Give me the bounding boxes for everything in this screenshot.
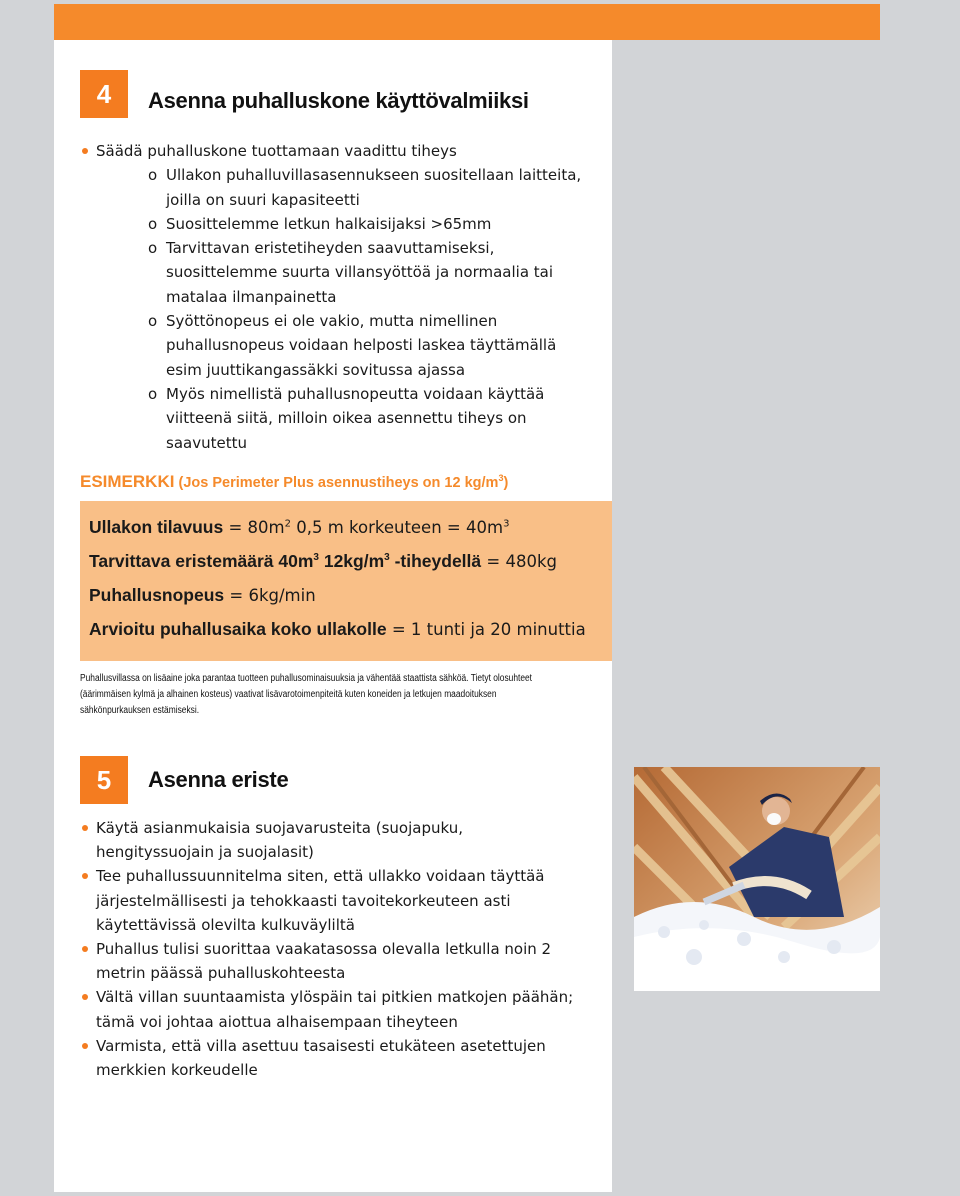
- amount-label: Tarvittava eristemäärä $40m^3$ $12kg/m^3$ -tiheydellä: [89, 551, 482, 571]
- footnote-line: Puhallusvillassa on lisäaine joka parantaa tuotteen puhallusominaisuuksia ja vähentää staattista sähköä. Tietyt olosuhteet: [80, 673, 533, 684]
- sub-item-text: esim juuttikangassäkki sovitussa ajassa: [166, 360, 466, 379]
- bullet-icon: [82, 873, 88, 879]
- sup: 2: [284, 518, 291, 530]
- bullet-text: järjestelmällisesti ja tehokkaasti tavoitekorkeuteen asti: [96, 891, 511, 910]
- bullet-icon: [82, 148, 88, 154]
- bullet-text: merkkien korkeudelle: [96, 1061, 258, 1080]
- sub-bullet-marker: o: [148, 214, 158, 233]
- example-note-a: (Jos Perimeter Plus asennustiheys on 12 kg/m: [178, 475, 499, 491]
- rate-value: = 6kg/min: [224, 586, 316, 605]
- example-note-b: ): [503, 475, 509, 491]
- sub-item-text: viitteenä siitä, milloin oikea asennettu tiheys on: [166, 409, 527, 428]
- footnote-line: (äärimmäisen kylmä ja alhainen kosteus) vaativat lisävarotoimenpiteitä kuten koneiden ja letkujen maadoituksen: [80, 688, 497, 700]
- list-item: [80, 864, 610, 937]
- volume-label: Ullakon tilavuus: [89, 517, 224, 537]
- bullet-icon: [82, 1043, 88, 1049]
- sub-list-item: [80, 212, 610, 236]
- bullet-icon: [82, 946, 88, 952]
- list-item: [80, 139, 610, 163]
- bullet-text: Käytä asianmukaisia suojavarusteita (suojapuku,: [96, 819, 463, 837]
- time-value: = 1 tunti ja 20 minuttia: [386, 620, 586, 639]
- list-item: [80, 985, 610, 1033]
- example-title: ESIMERKKI: [80, 472, 175, 491]
- header-band: [54, 4, 880, 40]
- bullet-text: metrin päässä puhalluskohteesta: [96, 964, 346, 983]
- bullet-text: Varmista, että villa asettuu tasaisesti etukäteen asetettujen: [96, 1036, 546, 1055]
- bullet-icon: [82, 994, 88, 1000]
- bullet-icon: [82, 825, 88, 831]
- example-note-sup: 3: [498, 473, 504, 484]
- sub-item-text: suosittelemme suurta villansyöttöä ja normaalia tai: [166, 263, 554, 282]
- sub-item-text: Ullakon puhalluvillasasennukseen suositellaan laitteita,: [166, 166, 582, 185]
- list-item: [80, 937, 610, 985]
- step-5-number: 5: [80, 756, 128, 804]
- example-line-volume: [89, 517, 509, 538]
- attic-insulation-photo: [634, 767, 880, 991]
- sub-bullet-marker: o: [148, 239, 158, 258]
- sub-list-item: [80, 236, 610, 309]
- amount-value: = 480kg: [481, 552, 557, 571]
- step-5-title: Asenna eriste: [148, 767, 289, 792]
- volume-result: 0,5 m korkeuteen = 40m: [290, 518, 504, 537]
- example-heading: [80, 472, 508, 492]
- sub-item-text: matalaa ilmanpainetta: [166, 287, 337, 306]
- example-line-rate: [89, 585, 316, 606]
- rate-label: Puhallusnopeus: [89, 585, 225, 605]
- volume-area: = 80m: [223, 518, 285, 537]
- photo-illustration: [634, 767, 880, 991]
- sub-bullet-marker: o: [148, 384, 158, 403]
- sub-item-text: puhallusnopeus voidaan helposti laskea täyttämällä: [166, 336, 557, 355]
- bullet-text: Tee puhallussuunnitelma siten, että ullakko voidaan täyttää: [96, 867, 545, 886]
- sub-list-item: [80, 309, 610, 382]
- footnote-line: sähkönpurkauksen estämiseksi.: [80, 704, 200, 716]
- step-5-list: [80, 816, 610, 1082]
- step-4-number: 4: [80, 70, 128, 118]
- example-line-amount: [89, 551, 557, 572]
- sub-item-text: saavutettu: [166, 433, 247, 452]
- sub-list-item: [80, 163, 610, 212]
- bullet-text: Vältä villan suuntaamista ylöspäin tai pitkien matkojen päähän;: [96, 988, 574, 1007]
- step-4-list: [80, 139, 610, 455]
- footnote: [80, 671, 601, 718]
- sub-item-text: Syöttönopeus ei ole vakio, mutta nimellinen: [166, 312, 498, 331]
- step-4-title: Asenna puhalluskone käyttövalmiiksi: [148, 88, 529, 113]
- sub-bullet-marker: o: [148, 166, 158, 185]
- example-line-time: [89, 619, 586, 640]
- sub-item-text: Myös nimellistä puhallusnopeutta voidaan käyttää: [166, 384, 545, 403]
- bullet-text: käytettävissä olevilta kulkuväyliltä: [96, 915, 355, 934]
- time-label: Arvioitu puhallusaika koko ullakolle: [89, 619, 387, 639]
- list-item: [80, 1034, 610, 1082]
- side-column: [612, 40, 880, 1192]
- bullet-text: hengityssuojain ja suojalasit): [96, 843, 314, 862]
- sub-bullet-marker: o: [148, 312, 158, 331]
- bullet-text: Puhallus tulisi suorittaa vaakatasossa olevalla letkulla noin 2: [96, 940, 552, 959]
- example-box: [80, 501, 612, 661]
- bullet-text: tämä voi johtaa aiottua alhaisempaan tiheyteen: [96, 1012, 458, 1031]
- sub-list-item: [80, 382, 610, 455]
- sub-item-text: Tarvittavan eristetiheyden saavuttamiseksi,: [166, 239, 495, 258]
- sub-item-text: joilla on suuri kapasiteetti: [166, 190, 360, 209]
- bullet-text: Säädä puhalluskone tuottamaan vaadittu tiheys: [96, 142, 457, 160]
- sub-list: [80, 163, 610, 455]
- sub-item-text: Suosittelemme letkun halkaisijaksi >65mm: [166, 214, 492, 233]
- sup: 3: [503, 518, 510, 530]
- list-item: [80, 816, 610, 864]
